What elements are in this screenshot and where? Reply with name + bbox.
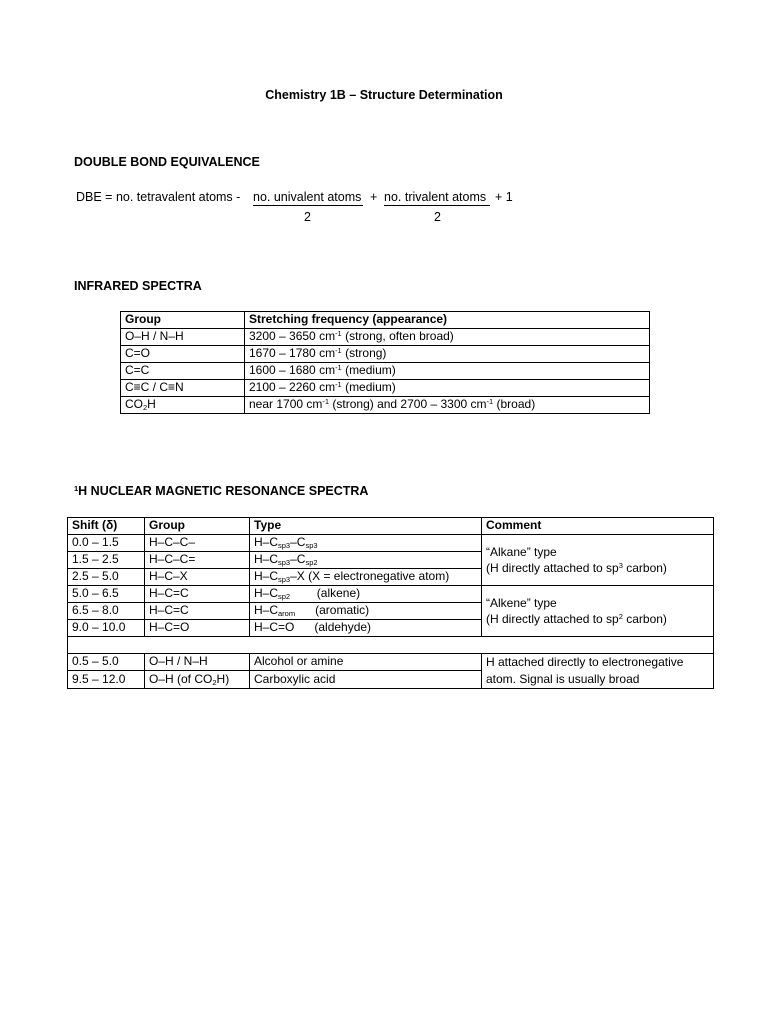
nmr-table (67, 517, 714, 689)
nmr-comment-oh: H attached directly to electronegative atom. Signal is usually broad (482, 654, 714, 689)
nmr-shift: 9.5 – 12.0 (68, 671, 145, 688)
ir-heading: INFRARED SPECTRA (74, 279, 202, 293)
ir-frequency: 1600 – 1680 $cm^{-1}$ (medium) (245, 363, 650, 380)
nmr-type: H–C=O (aldehyde) (250, 620, 482, 637)
ir-table (120, 311, 650, 414)
dbe-plus-1: + (370, 190, 378, 204)
table-spacer-row (68, 637, 714, 654)
nmr-group: H–C–C– (145, 535, 250, 552)
dbe-numerator-univalent: no. univalent atoms (253, 190, 363, 206)
nmr-group: O–H (of $CO_2H$) (145, 671, 250, 688)
table-row (121, 312, 650, 329)
nmr-header-comment: Comment (482, 518, 714, 535)
dbe-denominator-1: 2 (304, 210, 311, 224)
nmr-type: $H-C_{sp3}-X$ (X = electronegative atom) (250, 569, 482, 586)
ir-group: O–H / N–H (121, 329, 245, 346)
ir-group: C=O (121, 346, 245, 363)
ir-group: C≡C / C≡N (121, 380, 245, 397)
table-row (121, 329, 650, 346)
nmr-shift: 1.5 – 2.5 (68, 552, 145, 569)
nmr-shift: 0.0 – 1.5 (68, 535, 145, 552)
ir-group: $CO_2H$ (121, 397, 245, 414)
nmr-type: $H-C_{arom}$ (aromatic) (250, 603, 482, 620)
nmr-header-type: Type (250, 518, 482, 535)
ir-group: C=C (121, 363, 245, 380)
nmr-shift: 2.5 – 5.0 (68, 569, 145, 586)
dbe-denominator-2: 2 (434, 210, 441, 224)
table-row (68, 586, 714, 603)
dbe-heading: DOUBLE BOND EQUIVALENCE (74, 155, 260, 169)
nmr-header-group: Group (145, 518, 250, 535)
nmr-group: H–C–C= (145, 552, 250, 569)
nmr-type: $H-C_{sp2}$ (alkene) (250, 586, 482, 603)
ir-frequency: 2100 – 2260 $cm^{-1}$ (medium) (245, 380, 650, 397)
nmr-group: H–C=C (145, 586, 250, 603)
nmr-group: O–H / N–H (145, 654, 250, 671)
table-row (121, 380, 650, 397)
nmr-heading: $^1$H NUCLEAR MAGNETIC RESONANCE SPECTRA (74, 484, 369, 498)
nmr-comment-alkane: “Alkane” type (H directly attached to $sp^3$ carbon) (482, 535, 714, 586)
nmr-shift: 6.5 – 8.0 (68, 603, 145, 620)
nmr-type: $H-C_{sp3}-C_{sp2}$ (250, 552, 482, 569)
table-row (121, 397, 650, 414)
nmr-type: Alcohol or amine (250, 654, 482, 671)
table-row (68, 518, 714, 535)
nmr-shift: 9.0 – 10.0 (68, 620, 145, 637)
ir-frequency: 1670 – 1780 $cm^{-1}$ (strong) (245, 346, 650, 363)
nmr-shift: 0.5 – 5.0 (68, 654, 145, 671)
ir-frequency: 3200 – 3650 $cm^{-1}$ (strong, often broad) (245, 329, 650, 346)
dbe-plus-one: + 1 (495, 190, 513, 204)
nmr-header-shift: Shift (δ) (68, 518, 145, 535)
table-row (121, 363, 650, 380)
nmr-type: Carboxylic acid (250, 671, 482, 688)
ir-header-frequency: Stretching frequency (appearance) (245, 312, 650, 329)
table-row (68, 654, 714, 671)
nmr-group: H–C=C (145, 603, 250, 620)
ir-header-group: Group (121, 312, 245, 329)
nmr-group: H–C=O (145, 620, 250, 637)
page-title: Chemistry 1B – Structure Determination (265, 88, 503, 102)
nmr-comment-alkene: “Alkene” type (H directly attached to $sp^2$ carbon) (482, 586, 714, 637)
nmr-type: $H-C_{sp3}-C_{sp3}$ (250, 535, 482, 552)
table-row (68, 535, 714, 552)
nmr-group: H–C–X (145, 569, 250, 586)
nmr-shift: 5.0 – 6.5 (68, 586, 145, 603)
dbe-numerator-trivalent: no. trivalent atoms (384, 190, 490, 206)
dbe-lhs: DBE = no. tetravalent atoms - (76, 190, 241, 204)
ir-frequency: near 1700 $cm^{-1}$ (strong) and 2700 – 3300 $cm^{-1}$ (broad) (245, 397, 650, 414)
table-row (121, 346, 650, 363)
